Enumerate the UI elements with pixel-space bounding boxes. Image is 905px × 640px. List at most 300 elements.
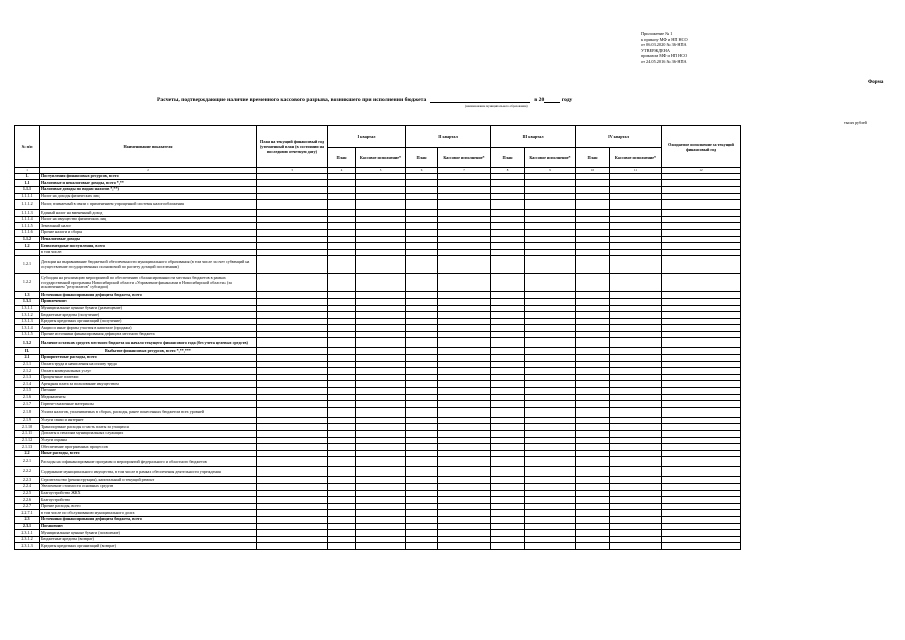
value-cell[interactable] [356,437,406,444]
value-cell[interactable] [257,348,328,355]
value-cell[interactable] [328,437,356,444]
value-cell[interactable] [610,431,662,438]
value-cell[interactable] [610,450,662,457]
value-cell[interactable] [576,374,610,381]
value-cell[interactable] [610,510,662,517]
value-cell[interactable] [525,243,576,250]
value-cell[interactable] [356,444,406,451]
value-cell[interactable] [356,381,406,388]
value-cell[interactable] [576,173,610,180]
value-cell[interactable] [662,338,741,348]
value-cell[interactable] [257,186,328,193]
value-cell[interactable] [662,437,741,444]
value-cell[interactable] [610,543,662,550]
value-cell[interactable] [662,249,741,256]
value-cell[interactable] [328,497,356,504]
value-cell[interactable] [525,543,576,550]
value-cell[interactable] [328,424,356,431]
value-cell[interactable] [662,305,741,312]
value-cell[interactable] [610,193,662,200]
value-cell[interactable] [662,516,741,523]
value-cell[interactable] [406,355,438,362]
value-cell[interactable] [576,200,610,210]
value-cell[interactable] [438,467,491,477]
value-cell[interactable] [576,424,610,431]
value-cell[interactable] [406,523,438,530]
value-cell[interactable] [576,431,610,438]
value-cell[interactable] [356,523,406,530]
value-cell[interactable] [257,381,328,388]
value-cell[interactable] [328,173,356,180]
value-cell[interactable] [525,180,576,187]
value-cell[interactable] [525,318,576,325]
value-cell[interactable] [257,305,328,312]
value-cell[interactable] [576,530,610,537]
value-cell[interactable] [491,216,525,223]
value-cell[interactable] [662,503,741,510]
value-cell[interactable] [576,450,610,457]
value-cell[interactable] [406,243,438,250]
value-cell[interactable] [525,361,576,368]
value-cell[interactable] [491,543,525,550]
value-cell[interactable] [662,483,741,490]
value-cell[interactable] [610,401,662,408]
value-cell[interactable] [491,444,525,451]
value-cell[interactable] [491,200,525,210]
value-cell[interactable] [610,338,662,348]
value-cell[interactable] [491,483,525,490]
value-cell[interactable] [662,450,741,457]
value-cell[interactable] [576,516,610,523]
value-cell[interactable] [662,417,741,424]
value-cell[interactable] [662,401,741,408]
value-cell[interactable] [525,530,576,537]
value-cell[interactable] [328,381,356,388]
value-cell[interactable] [491,186,525,193]
value-cell[interactable] [328,256,356,274]
value-cell[interactable] [576,274,610,292]
value-cell[interactable] [257,401,328,408]
value-cell[interactable] [356,497,406,504]
value-cell[interactable] [406,407,438,417]
value-cell[interactable] [438,338,491,348]
value-cell[interactable] [610,331,662,338]
value-cell[interactable] [491,523,525,530]
value-cell[interactable] [406,536,438,543]
value-cell[interactable] [257,249,328,256]
value-cell[interactable] [491,497,525,504]
value-cell[interactable] [662,193,741,200]
value-cell[interactable] [438,200,491,210]
value-cell[interactable] [525,450,576,457]
value-cell[interactable] [438,256,491,274]
value-cell[interactable] [525,236,576,243]
value-cell[interactable] [257,437,328,444]
value-cell[interactable] [610,318,662,325]
value-cell[interactable] [610,243,662,250]
value-cell[interactable] [438,388,491,395]
value-cell[interactable] [576,292,610,299]
value-cell[interactable] [406,210,438,217]
value-cell[interactable] [610,229,662,236]
value-cell[interactable] [328,193,356,200]
value-cell[interactable] [438,355,491,362]
value-cell[interactable] [610,210,662,217]
value-cell[interactable] [406,180,438,187]
value-cell[interactable] [257,450,328,457]
value-cell[interactable] [576,467,610,477]
value-cell[interactable] [406,338,438,348]
value-cell[interactable] [328,331,356,338]
value-cell[interactable] [438,457,491,467]
value-cell[interactable] [525,401,576,408]
value-cell[interactable] [662,331,741,338]
value-cell[interactable] [525,193,576,200]
value-cell[interactable] [406,467,438,477]
value-cell[interactable] [662,543,741,550]
value-cell[interactable] [406,229,438,236]
value-cell[interactable] [438,417,491,424]
value-cell[interactable] [406,457,438,467]
value-cell[interactable] [525,274,576,292]
value-cell[interactable] [662,243,741,250]
value-cell[interactable] [257,216,328,223]
value-cell[interactable] [257,536,328,543]
value-cell[interactable] [257,180,328,187]
value-cell[interactable] [610,305,662,312]
value-cell[interactable] [438,424,491,431]
value-cell[interactable] [328,503,356,510]
value-cell[interactable] [662,510,741,517]
value-cell[interactable] [438,292,491,299]
value-cell[interactable] [356,274,406,292]
value-cell[interactable] [610,437,662,444]
value-cell[interactable] [610,444,662,451]
value-cell[interactable] [438,216,491,223]
value-cell[interactable] [610,355,662,362]
value-cell[interactable] [662,274,741,292]
value-cell[interactable] [406,394,438,401]
value-cell[interactable] [525,394,576,401]
value-cell[interactable] [525,223,576,230]
value-cell[interactable] [491,348,525,355]
value-cell[interactable] [576,305,610,312]
value-cell[interactable] [491,318,525,325]
value-cell[interactable] [356,503,406,510]
value-cell[interactable] [328,312,356,319]
value-cell[interactable] [257,361,328,368]
value-cell[interactable] [525,298,576,305]
value-cell[interactable] [525,331,576,338]
value-cell[interactable] [438,407,491,417]
value-cell[interactable] [525,200,576,210]
value-cell[interactable] [662,444,741,451]
value-cell[interactable] [662,312,741,319]
value-cell[interactable] [406,388,438,395]
value-cell[interactable] [525,229,576,236]
value-cell[interactable] [356,200,406,210]
value-cell[interactable] [328,292,356,299]
value-cell[interactable] [328,457,356,467]
value-cell[interactable] [406,249,438,256]
value-cell[interactable] [328,401,356,408]
value-cell[interactable] [662,388,741,395]
value-cell[interactable] [576,223,610,230]
value-cell[interactable] [525,516,576,523]
value-cell[interactable] [491,325,525,332]
value-cell[interactable] [406,374,438,381]
value-cell[interactable] [406,497,438,504]
value-cell[interactable] [328,536,356,543]
value-cell[interactable] [356,467,406,477]
value-cell[interactable] [525,523,576,530]
value-cell[interactable] [491,236,525,243]
value-cell[interactable] [438,536,491,543]
value-cell[interactable] [525,477,576,484]
value-cell[interactable] [356,223,406,230]
value-cell[interactable] [610,536,662,543]
value-cell[interactable] [491,417,525,424]
value-cell[interactable] [662,210,741,217]
value-cell[interactable] [491,503,525,510]
value-cell[interactable] [610,368,662,375]
value-cell[interactable] [406,200,438,210]
value-cell[interactable] [491,355,525,362]
value-cell[interactable] [491,249,525,256]
value-cell[interactable] [438,229,491,236]
value-cell[interactable] [257,210,328,217]
value-cell[interactable] [610,236,662,243]
value-cell[interactable] [406,368,438,375]
value-cell[interactable] [356,388,406,395]
value-cell[interactable] [328,243,356,250]
value-cell[interactable] [257,298,328,305]
value-cell[interactable] [576,394,610,401]
value-cell[interactable] [525,407,576,417]
value-cell[interactable] [328,388,356,395]
value-cell[interactable] [491,210,525,217]
value-cell[interactable] [328,249,356,256]
value-cell[interactable] [406,305,438,312]
value-cell[interactable] [491,424,525,431]
value-cell[interactable] [356,298,406,305]
value-cell[interactable] [328,431,356,438]
value-cell[interactable] [576,325,610,332]
value-cell[interactable] [525,355,576,362]
value-cell[interactable] [328,229,356,236]
value-cell[interactable] [576,490,610,497]
value-cell[interactable] [662,497,741,504]
value-cell[interactable] [356,256,406,274]
value-cell[interactable] [610,457,662,467]
value-cell[interactable] [491,223,525,230]
value-cell[interactable] [491,256,525,274]
value-cell[interactable] [576,312,610,319]
value-cell[interactable] [662,530,741,537]
value-cell[interactable] [438,298,491,305]
value-cell[interactable] [257,388,328,395]
value-cell[interactable] [356,318,406,325]
value-cell[interactable] [257,274,328,292]
value-cell[interactable] [662,180,741,187]
value-cell[interactable] [356,210,406,217]
value-cell[interactable] [610,173,662,180]
value-cell[interactable] [525,249,576,256]
value-cell[interactable] [662,374,741,381]
value-cell[interactable] [491,407,525,417]
value-cell[interactable] [356,249,406,256]
value-cell[interactable] [438,450,491,457]
value-cell[interactable] [356,530,406,537]
value-cell[interactable] [576,216,610,223]
value-cell[interactable] [438,374,491,381]
value-cell[interactable] [406,331,438,338]
value-cell[interactable] [438,543,491,550]
value-cell[interactable] [576,407,610,417]
value-cell[interactable] [662,407,741,417]
value-cell[interactable] [662,298,741,305]
value-cell[interactable] [356,355,406,362]
value-cell[interactable] [406,298,438,305]
value-cell[interactable] [328,490,356,497]
value-cell[interactable] [491,388,525,395]
value-cell[interactable] [356,490,406,497]
value-cell[interactable] [525,348,576,355]
value-cell[interactable] [328,483,356,490]
value-cell[interactable] [576,437,610,444]
value-cell[interactable] [328,325,356,332]
value-cell[interactable] [662,318,741,325]
value-cell[interactable] [328,523,356,530]
value-cell[interactable] [525,388,576,395]
value-cell[interactable] [356,543,406,550]
value-cell[interactable] [438,510,491,517]
value-cell[interactable] [662,325,741,332]
value-cell[interactable] [525,467,576,477]
value-cell[interactable] [576,338,610,348]
value-cell[interactable] [525,483,576,490]
value-cell[interactable] [438,173,491,180]
value-cell[interactable] [491,331,525,338]
value-cell[interactable] [491,467,525,477]
value-cell[interactable] [576,355,610,362]
value-cell[interactable] [328,530,356,537]
value-cell[interactable] [662,200,741,210]
value-cell[interactable] [438,236,491,243]
value-cell[interactable] [257,407,328,417]
value-cell[interactable] [328,318,356,325]
value-cell[interactable] [610,361,662,368]
value-cell[interactable] [438,249,491,256]
value-cell[interactable] [328,510,356,517]
value-cell[interactable] [406,516,438,523]
value-cell[interactable] [406,223,438,230]
value-cell[interactable] [576,193,610,200]
value-cell[interactable] [328,394,356,401]
value-cell[interactable] [257,516,328,523]
value-cell[interactable] [356,394,406,401]
value-cell[interactable] [328,180,356,187]
value-cell[interactable] [576,249,610,256]
value-cell[interactable] [610,477,662,484]
value-cell[interactable] [356,424,406,431]
value-cell[interactable] [438,516,491,523]
value-cell[interactable] [406,431,438,438]
value-cell[interactable] [257,229,328,236]
value-cell[interactable] [438,348,491,355]
value-cell[interactable] [491,530,525,537]
value-cell[interactable] [356,368,406,375]
value-cell[interactable] [662,490,741,497]
value-cell[interactable] [328,450,356,457]
value-cell[interactable] [406,490,438,497]
value-cell[interactable] [438,193,491,200]
value-cell[interactable] [610,298,662,305]
value-cell[interactable] [406,348,438,355]
value-cell[interactable] [525,381,576,388]
value-cell[interactable] [356,325,406,332]
value-cell[interactable] [610,180,662,187]
value-cell[interactable] [610,417,662,424]
value-cell[interactable] [356,374,406,381]
value-cell[interactable] [356,312,406,319]
value-cell[interactable] [576,523,610,530]
value-cell[interactable] [406,173,438,180]
value-cell[interactable] [525,374,576,381]
value-cell[interactable] [438,180,491,187]
value-cell[interactable] [356,331,406,338]
value-cell[interactable] [438,530,491,537]
value-cell[interactable] [576,388,610,395]
value-cell[interactable] [576,348,610,355]
value-cell[interactable] [662,355,741,362]
value-cell[interactable] [662,256,741,274]
value-cell[interactable] [406,477,438,484]
value-cell[interactable] [257,394,328,401]
value-cell[interactable] [576,256,610,274]
value-cell[interactable] [576,298,610,305]
value-cell[interactable] [491,437,525,444]
value-cell[interactable] [576,503,610,510]
value-cell[interactable] [525,444,576,451]
value-cell[interactable] [406,256,438,274]
value-cell[interactable] [257,223,328,230]
value-cell[interactable] [328,516,356,523]
value-cell[interactable] [610,467,662,477]
value-cell[interactable] [525,437,576,444]
value-cell[interactable] [610,497,662,504]
value-cell[interactable] [662,236,741,243]
value-cell[interactable] [662,361,741,368]
value-cell[interactable] [438,394,491,401]
value-cell[interactable] [356,292,406,299]
value-cell[interactable] [406,193,438,200]
value-cell[interactable] [525,536,576,543]
value-cell[interactable] [257,193,328,200]
value-cell[interactable] [257,331,328,338]
value-cell[interactable] [438,503,491,510]
value-cell[interactable] [438,477,491,484]
value-cell[interactable] [576,477,610,484]
value-cell[interactable] [576,401,610,408]
value-cell[interactable] [406,236,438,243]
value-cell[interactable] [491,374,525,381]
value-cell[interactable] [610,388,662,395]
value-cell[interactable] [328,543,356,550]
value-cell[interactable] [406,361,438,368]
value-cell[interactable] [438,223,491,230]
value-cell[interactable] [610,516,662,523]
